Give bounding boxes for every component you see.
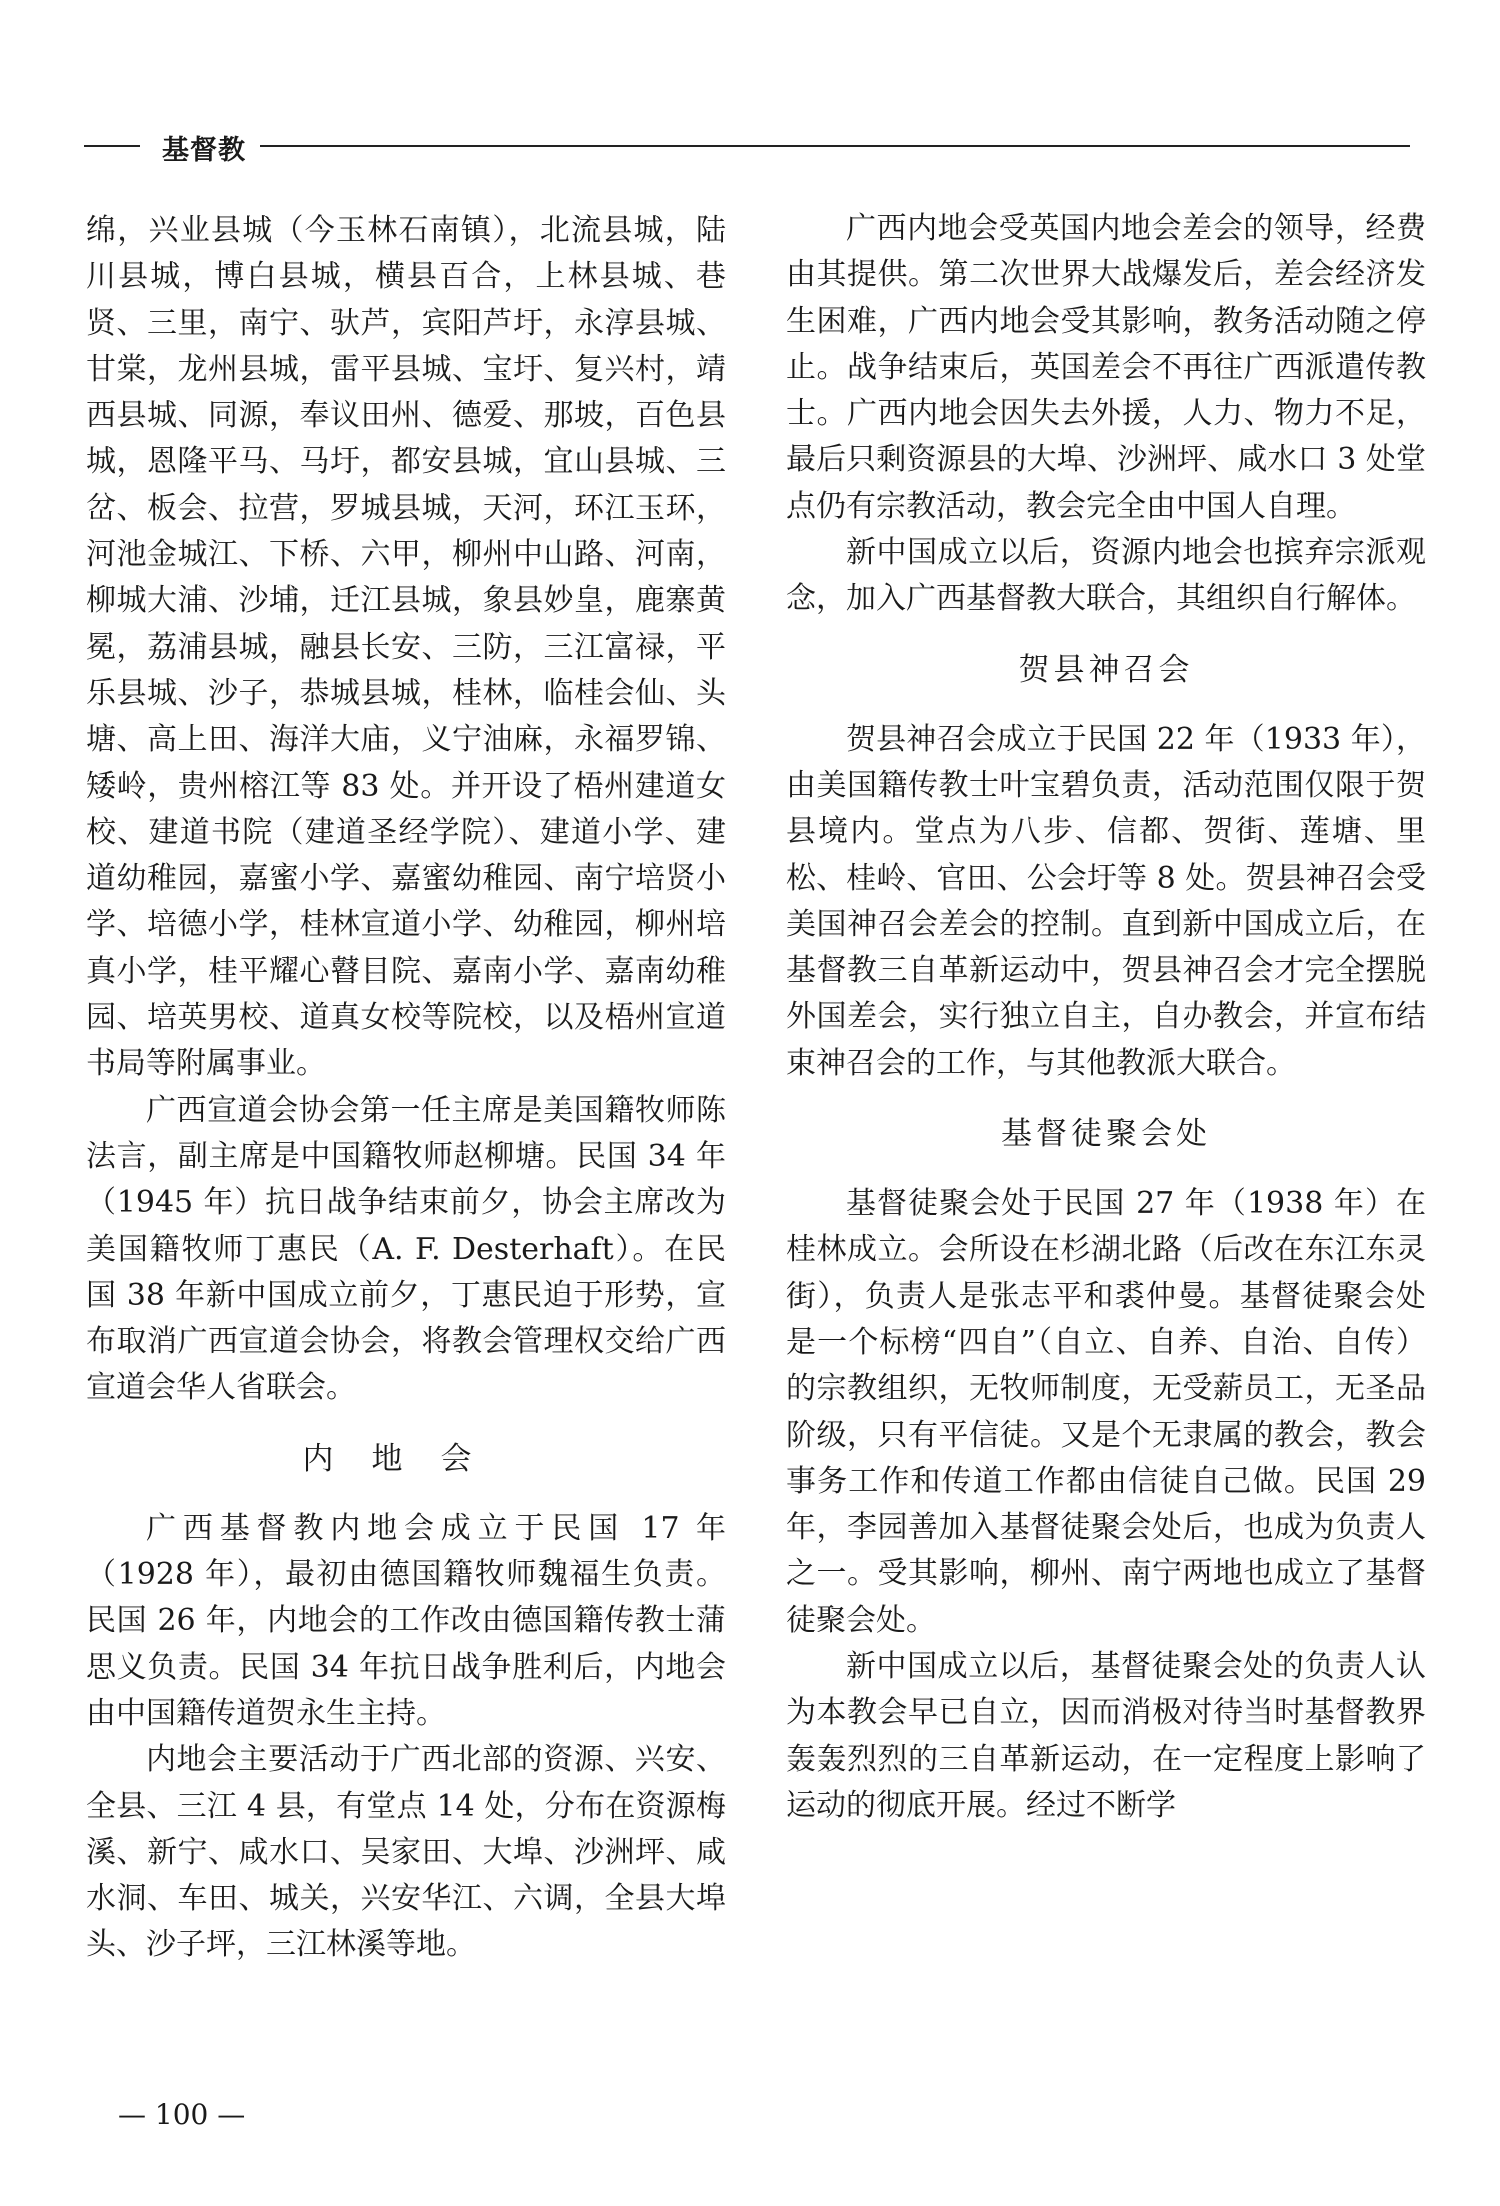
header-rule-right	[260, 145, 1410, 147]
section-heading: 贺县神召会	[1018, 651, 1194, 688]
paragraph: 绵，兴业县城（今玉林石南镇），北流县城，陆川县城，博白县城，横县百合，上林县城、巷贤、三里，南宁、驮芦，宾阳芦圩，永淳县城、甘棠，龙州县城，雷平县城、宝圩、复兴村，靖西县城、同源，奉议田州、德爱、那坡，百色县城，恩隆平马、马圩，都安县城，宜山县城、三岔、板会、拉营，罗城县城，天河，环江玉环，河池金城江、下桥、六甲，柳州中山路、河南，柳城大浦、沙埔，迁江县城，象县妙皇，鹿寨黄冕，荔浦县城，融县长安、三防，三江富禄，平乐县城、沙子，恭城县城，桂林，临桂会仙、头塘、高上田、海洋大庙，义宁油麻，永福罗锦、矮岭，贵州榕江等 83 处。并开设了梧州建道女校、建道书院（建道圣经学院）、建道小学、建道幼稚园，嘉蜜小学、嘉蜜幼稚园、南宁培贤小学、培德小学，桂林宣道小学、幼稚园，柳州培真小学，桂平耀心瞽目院、嘉南小学、嘉南幼稚园、培英男校、道真女校等院校，以及梧州宣道书局等附属事业。	[86, 213, 726, 1082]
section-heading: 基督徒聚会处	[1001, 1116, 1211, 1153]
running-header	[84, 128, 1410, 164]
paragraph: 广西基督教内地会成立于民国 17 年（1928 年），最初由德国籍牧师魏福生负责。民国 26 年，内地会的工作改由德国籍传教士蒲思义负责。民国 34 年抗日战争胜利后，内地会由中国籍传道贺永生主持。	[86, 1510, 726, 1731]
paragraph: 新中国成立以后，基督徒聚会处的负责人认为本教会早已自立，因而消极对待当时基督教界轰轰烈烈的三自革新运动，在一定程度上影响了运动的彻底开展。经过不断学	[786, 1649, 1426, 1823]
paragraph: 内地会主要活动于广西北部的资源、兴安、全县、三江 4 县，有堂点 14 处，分布在资源梅溪、新宁、咸水口、吴家田、大埠、沙洲坪、咸水洞、车田、城关，兴安华江、六调，全县大埠头、沙子坪，三江林溪等地。	[86, 1742, 726, 1963]
section-heading: 内地会	[302, 1440, 510, 1477]
paragraph: 广西内地会受英国内地会差会的领导，经费由其提供。第二次世界大战爆发后，差会经济发生困难，广西内地会受其影响，教务活动随之停止。战争结束后，英国差会不再往广西派遣传教士。广西内地会因失去外援，人力、物力不足，最后只剩资源县的大埠、沙洲坪、咸水口 3 处堂点仍有宗教活动，教会完全由中国人自理。	[786, 211, 1426, 524]
header-title: 基督教	[162, 135, 246, 166]
left-column	[86, 208, 726, 1969]
paragraph: 基督徒聚会处于民国 27 年（1938 年）在桂林成立。会所设在杉湖北路（后改在东江东灵街），负责人是张志平和裘仲曼。基督徒聚会处是一个标榜“四自”（自立、自养、自治、自传）的宗教组织，无牧师制度，无受薪员工，无圣品阶级，只有平信徒。又是个无隶属的教会，教会事务工作和传道工作都由信徒自己做。民国 29 年，李园善加入基督徒聚会处后，也成为负责人之一。受其影响，柳州、南宁两地也成立了基督徒聚会处。	[786, 1186, 1426, 1638]
page-number: — 100 —	[118, 2098, 246, 2131]
header-rule-left	[84, 145, 140, 147]
paragraph: 广西宣道会协会第一任主席是美国籍牧师陈法言，副主席是中国籍牧师赵柳塘。民国 34 年（1945 年）抗日战争结束前夕，协会主席改为美国籍牧师丁惠民（A. F. Desterhaft）。在民国 38 年新中国成立前夕，丁惠民迫于形势，宣布取消广西宣道会协会，将教会管理权交给广西宣道会华人省联会。	[86, 1092, 726, 1406]
paragraph: 新中国成立以后，资源内地会也摈弃宗派观念，加入广西基督教大联合，其组织自行解体。	[786, 535, 1426, 617]
paragraph: 贺县神召会成立于民国 22 年（1933 年），由美国籍传教士叶宝碧负责，活动范围仅限于贺县境内。堂点为八步、信都、贺街、莲塘、里松、桂岭、官田、公会圩等 8 处。贺县神召会受美国神召会差会的控制。直到新中国成立后，在基督教三自革新运动中，贺县神召会才完全摆脱外国差会，实行独立自主，自办教会，并宣布结束神召会的工作，与其他教派大联合。	[786, 721, 1426, 1081]
right-column	[786, 206, 1426, 1829]
